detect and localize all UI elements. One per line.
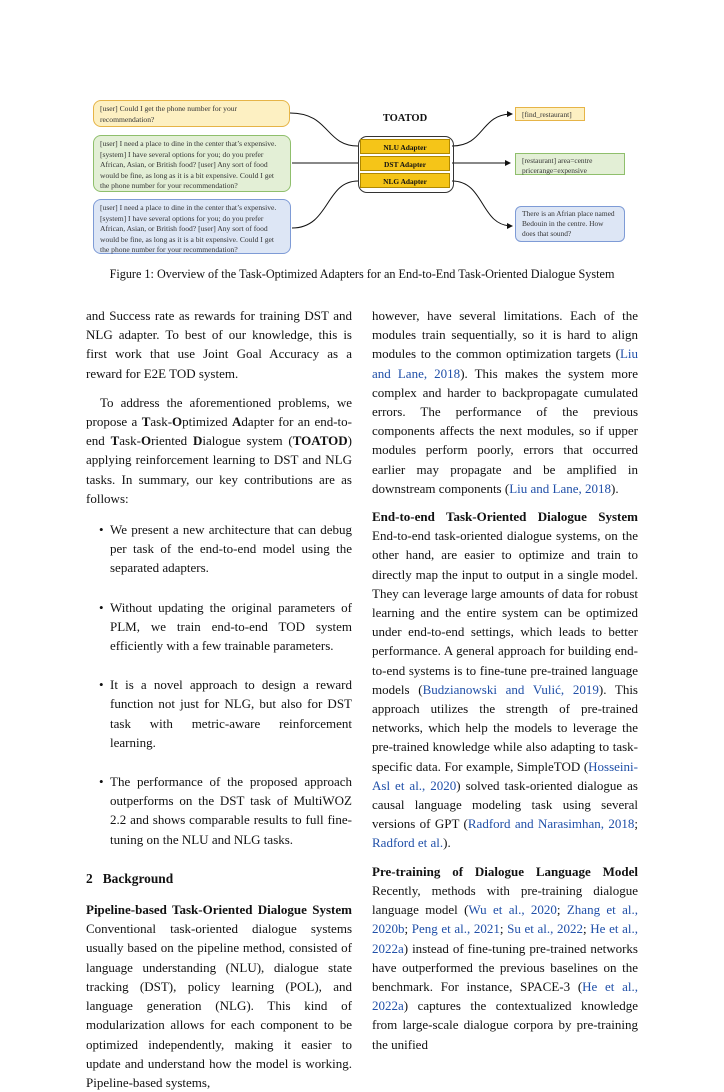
right-column — [372, 306, 638, 1054]
left-column — [86, 306, 352, 1092]
connector-output-1 — [452, 114, 512, 146]
nlu-adapter: NLU Adapter — [360, 139, 450, 154]
connector-input-1 — [290, 113, 358, 146]
output-nlu: [find_restaurant] — [515, 107, 585, 121]
list-item: • The performance of the proposed approach outperforms on the DST task of MultiWOZ 2.2 and shows comparable results to full fine-tuning on the NLU and NLG tasks. — [86, 772, 352, 849]
pipeline-paragraph: Pipeline-based Task-Oriented Dialogue System Conventional task-oriented dialogue systems usually based on the pipeline method, consisted of language understanding (NLU), dialogue state tracking (DST), policy learning (POL), and language generation (NLG). This kind of modularization allows for each component to be optimized independently, making it easier to update and understand how the model is working. Pipeline-based systems, — [86, 902, 352, 1090]
citation-link[interactable]: Radford et al. — [372, 835, 444, 851]
output-dst: [restaurant] area=centre pricerange=expensive — [515, 153, 625, 175]
citation-link[interactable]: He et al., 2022a — [372, 978, 639, 1014]
citation-link[interactable]: Su et al., 2022 — [507, 921, 584, 937]
right-paragraph-1: however, have several limitations. Each of the modules train sequentially, so it is hard to align modules to the common optimization targets (Liu and Lane, 2018). This makes the system more complex and harder to backpropagate cumulated errors. The performance of the previous components affects the next modules, so if upper modules perform poorly, errors that occurred earlier may propagate and be amplified in downstream components (Liu and Lane, 2018). — [372, 308, 638, 496]
connector-output-3 — [452, 181, 512, 226]
pretraining-paragraph: Pre-training of Dialogue Language Model Recently, methods with pre-training dialogue language model (Wu et al., 2020; Zhang et al., 2020b; Peng et al., 2021; Su et al., 2022; He et al., 2022a) instead of fine-tuning pre-trained networks have outperformed the previous baselines on the benchmark. For instance, SPACE-3 (He et al., 2022a) captures the contextualized knowledge from large-scale dialogue corpora by pre-training the unified — [372, 863, 639, 1052]
citation-link[interactable]: Budzianowski and Vulić, 2019 — [422, 681, 599, 697]
citation-link[interactable]: Liu and Lane, 2018 — [509, 480, 612, 496]
left-paragraph-1: and Success rate as rewards for training DST and NLG adapter. To best of our knowledge, this is first work that use Joint Goal Accuracy as a reward for E2E TOD system. — [86, 308, 352, 381]
output-nlg: There is an Afrian place named Bedouin in the centre. How does that sound? — [515, 206, 625, 242]
contribution-list — [86, 520, 352, 849]
pipeline-heading: Pipeline-based Task-Oriented Dialogue System — [86, 902, 352, 918]
list-item: • We present a new architecture that can debug per task of the end-to-end model using the separated adapters. — [86, 520, 352, 578]
nlg-adapter: NLG Adapter — [360, 173, 450, 188]
citation-link[interactable]: Hosseini-Asl et al., 2020 — [372, 758, 638, 793]
citation-link[interactable]: Wu et al., 2020 — [468, 902, 557, 918]
input-box-1: [user] Could I get the phone number for your recommendation? — [93, 100, 290, 127]
pretraining-heading: Pre-training of Dialogue Language Model — [372, 863, 638, 879]
section-heading: 2 Background — [86, 870, 174, 886]
citation-link[interactable]: Liu and Lane, 2018 — [372, 346, 638, 381]
input-box-2: [user] I need a place to dine in the center that’s expensive. [system] I have several options for you; do you prefer African, Asian, or British food? [user] Any sort of food would be fine, as long as it is a bit expensive. Could I get the phone number for your recommendation? — [93, 135, 291, 192]
list-item: • Without updating the original parameters of PLM, we train end-to-end TOD system efficiently with a few trainable parameters. — [86, 598, 352, 656]
list-item: • It is a novel approach to design a reward function not just for NLG, but also for DST task with metric-aware reinforcement learning. — [86, 675, 352, 752]
e2e-heading: End-to-end Task-Oriented Dialogue System — [372, 509, 638, 525]
citation-link[interactable]: Peng et al., 2021 — [411, 921, 500, 937]
left-paragraph-2: To address the aforementioned problems, we propose a Task-Optimized Adapter for an end-to-end Task-Oriented Dialogue system (TOATOD) applying reinforcement learning to DST and NLG tasks. In summary, our key contributions are as follows: — [86, 394, 352, 506]
figure-title: TOATOD — [382, 113, 428, 124]
citation-link[interactable]: He et al., 2022a — [372, 921, 638, 956]
connector-input-3 — [292, 181, 358, 228]
citation-link[interactable]: Radford and Narasimhan, 2018 — [467, 816, 635, 832]
figure-caption: Figure 1: Overview of the Task-Optimized Adapters for an End-to-End Task-Oriented Dialogue System — [109, 267, 615, 281]
input-box-3: [user] I need a place to dine in the center that’s expensive. [system] I have several options for you; do you prefer African, Asian, or British food? [user] Any sort of food would be fine, as long as it is a bit expensive. Could I get the phone number for your recommendation? — [93, 199, 291, 254]
citation-link[interactable]: Zhang et al., 2020b — [372, 902, 638, 937]
dst-adapter: DST Adapter — [360, 156, 450, 171]
e2e-paragraph: End-to-end Task-Oriented Dialogue System End-to-end task-oriented dialogue systems, on the other hand, are easier to optimize and train to directly map the input to output in a single model. They can leverage large amounts of data for robust learning and the entire system can be optimized under end-to-end settings, which leads to better performance. A general approach for building end-to-end systems is to fine-tune pre-trained language models (Budzianowski and Vulić, 2019). This approach utilizes the strength of pre-trained networks, which help the models to leverage the pre-trained knowledge while also adapting to task-specific data. For example, SimpleTOD (Hosseini-Asl et al., 2020) solved task-oriented dialogue as causal language modeling task using several versions of GPT (Radford and Narasimhan, 2018; Radford et al.). — [372, 509, 638, 851]
